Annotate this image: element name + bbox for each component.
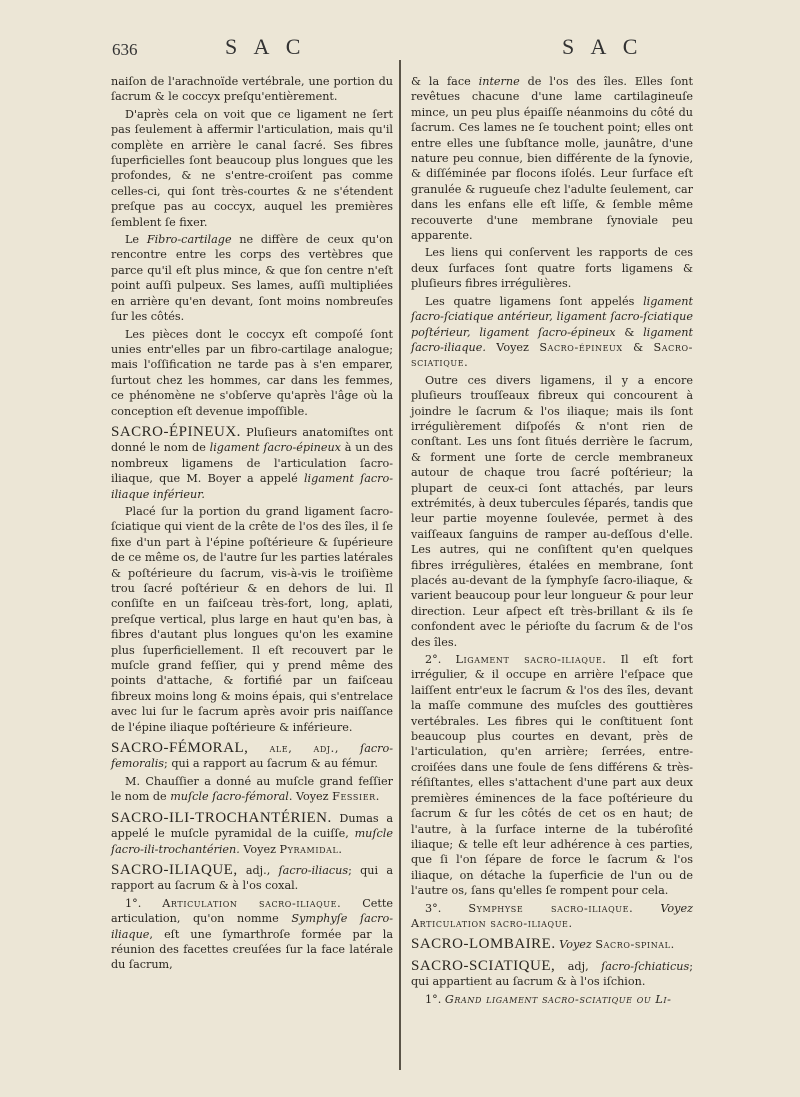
running-head-left: S A C bbox=[225, 34, 307, 59]
page-number: 636 bbox=[112, 40, 138, 59]
headword: SACRO-SCIATIQUE, bbox=[411, 957, 556, 974]
cross-reference-link[interactable]: Sacro-spinal. bbox=[595, 938, 675, 952]
paragraph: 1°. Articulation sacro-iliaque. Cette articulation, qu'on nomme Symphyſe ſacro-iliaque, eſt une ſymarthroſe formée par la réunion des facettes creuſées ſur la face latérale du ſacrum, bbox=[111, 896, 393, 972]
paragraph: Les liens qui conſervent les rapports de ces deux ſurfaces ſont quatre forts ligamens & pluſieurs fibres irrégulières. bbox=[411, 246, 693, 291]
column-divider bbox=[399, 60, 401, 1070]
left-column bbox=[111, 74, 393, 975]
paragraph: naiſon de l'arachnoïde vertébrale, une portion du ſacrum & le coccyx preſqu'entièrement. bbox=[111, 75, 393, 104]
paragraph: 1°. Grand ligament sacro-sciatique ou Li- bbox=[425, 992, 672, 1006]
cross-reference-link[interactable]: Sacro-épineux bbox=[539, 340, 623, 354]
headword: SACRO-LOMBAIRE. bbox=[411, 936, 556, 953]
paragraph: M. Chauſſier a donné au muſcle grand feſſier le nom de muſcle ſacro-fémoral. Voyez Fessier. bbox=[111, 774, 393, 804]
paragraph: Le Fibro-cartilage ne diffère de ceux qu'on rencontre entre les corps des vertèbres que parce qu'il eſt plus mince, & que ſon centre n'eſt point auſſi pulpeux. Ses lames, auſſi multipliées en arrière qu'en devant, ſont moins nombreuſes ſur les côtés. bbox=[111, 233, 394, 324]
headword: SACRO-FÉMORAL, bbox=[111, 740, 249, 757]
paragraph: Placé ſur la portion du grand ligament ſacro-ſciatique qui vient de la crête de l'os des îles, il ſe fixe d'un part à l'épine poſtérieure & ſupérieure de ce même os, de l'autre ſur les parties latérales & poſtérieure du ſacrum, vis-à-vis le troiſième trou ſacré poſtérieur & en dehors de lui. Il conſiſte en un faiſceau très-fort, long, aplati, preſque vertical, plus large en haut qu'en bas, à fibres d'autant plus longues qu'on les examine plus ſuperficiellement. Il eſt recouvert par le muſcle grand feſſier, qui y prend même des points d'attache, & fortifié par un faiſceau fibreux moins long & moins épais, qui s'entrelace avec lui ſur le ſacrum après avoir pris naiſſance de l'épine iliaque poſtérieure & inférieure. bbox=[111, 504, 393, 734]
cross-reference-link[interactable]: Fessier. bbox=[332, 790, 380, 804]
running-head-right: S A C bbox=[562, 34, 644, 59]
cross-reference-link[interactable]: Articulation sacro-iliaque. bbox=[411, 916, 573, 930]
paragraph: 2°. Ligament sacro-iliaque. Il eſt fort irrégulier, & il occupe en arrière l'eſpace que laiſſent entr'eux le ſacrum & l'os des îles, devant la maſſe commune des muſcles des gouttières vertébrales. Les fibres qui le conſtituent ſont beaucoup plus courtes en devant, près de l'articulation, qu'en arrière; ſerrées, entre-croiſées dans une foule de ſens différens & très-réſiſtantes, elles s'attachent d'une part aux deux premières éminences de la face poſtérieure du ſacrum & ſur les côtés de cet os en haut; de l'autre, à la ſurface interne de la tubéroſité iliaque; & telle eſt leur adhérence à ces parties, que ſi l'on ſépare de force le ſacrum & l'os iliaque, on détache la ſuperficie de l'un ou de l'autre os, ſans qu'elles ſe rompent pour cela. bbox=[411, 653, 693, 898]
paragraph: 3°. Symphyse sacro-iliaque. Voyez Articulation sacro-iliaque. bbox=[411, 901, 693, 930]
paragraph: & la face interne de l'os des îles. Elles ſont revêtues chacune d'une lame cartilagineuſe mince, un peu plus épaiſſe néanmoins du côté du ſacrum. Ces lames ne ſe touchent point; elles ont entre elles une ſubſtance molle, jaunâtre, d'une nature peu connue, bien différente de la ſynovie, & diſſéminée par flocons iſolés. Leur ſurface eſt granulée & rugueuſe chez l'adulte ſeulement, car dans les enfans elle eſt liſſe, & ſemble même recouverte d'une membrane ſynoviale peu apparente. bbox=[411, 75, 693, 243]
headword: SACRO-ILIAQUE, bbox=[111, 861, 238, 878]
entry-sacro-iliaque: SACRO-ILIAQUE, adj., ſacro-iliacus; qui a rapport au ſacrum & à l'os coxal. bbox=[111, 861, 394, 893]
entry-sacro-epineux: SACRO-ÉPINEUX. Pluſieurs anatomiſtes ont donné le nom de ligament ſacro-épineux à un des nombreux ligamens de l'articulation ſacro-iliaque, que M. Boyer a appelé ligament ſacro-iliaque inférieur. bbox=[111, 423, 394, 501]
cross-reference-link[interactable]: Pyramidal. bbox=[279, 842, 343, 856]
cross-reference-link[interactable]: Sacro-sciatique. bbox=[411, 340, 693, 370]
paragraph: Les pièces dont le coccyx eſt compoſé ſont unies entr'elles par un fibro-cartilage analogue; mais l'oſſification ne tarde pas à s'en emparer, ſurtout chez les hommes, car dans les femmes, ce phénomène ne s'obſerve qu'après l'âge où la conception eſt devenue impoſſible. bbox=[111, 327, 393, 418]
paragraph: Outre ces divers ligamens, il y a encore pluſieurs trouſſeaux fibreux qui concourent à joindre le ſacrum & l'os iliaque; mais ils ſont irrégulièrement diſpoſés & n'ont rien de conſtant. Les uns ſont ſitués derrière le ſacrum, & forment une ſorte de cercle membraneux autour de chaque trou ſacré poſtérieur; la plupart de ceux-ci ſont attachés, par leurs extrémités, à deux tubercules ſéparés, tandis que leur partie moyenne ſoulevée, permet à des vaiſſeaux ſanguins de ramper au-deſſous d'elle. Les autres, qui ne conſiſtent qu'en quelques fibres irrégulières, étalées en membrane, ſont placés au-devant de la ſymphyſe ſacro-iliaque, & varient beaucoup pour leur longueur & pour leur direction. Leur aſpect eſt très-brillant & ils ſe confondent avec le périoſte du ſacrum & de l'os des îles. bbox=[411, 373, 693, 649]
paragraph: D'après cela on voit que ce ligament ne ſert pas ſeulement à affermir l'articulation, mais qu'il complète en arrière le canal ſacré. Ses fibres ſuperficielles ſont beaucoup plus longues que les profondes, & ne s'entre-croiſent pas comme celles-ci, qui ſont très-courtes & ne s'étendent preſque pas au coccyx, auquel les premières ſemblent ſe fixer. bbox=[111, 107, 393, 229]
entry-sacro-lombaire: SACRO-LOMBAIRE. Voyez Sacro-spinal. bbox=[411, 936, 675, 953]
entry-sacro-sciatique: SACRO-SCIATIQUE, adj, ſacro-ſchiaticus; qui appartient au ſacrum & à l'os iſchion. bbox=[411, 957, 693, 989]
entry-sacro-ili-trochanterien: SACRO-ILI-TROCHANTÉRIEN. Dumas a appelé le muſcle pyramidal de la cuiſſe, muſcle ſacro-ili-trochantérien. Voyez Pyramidal. bbox=[111, 809, 393, 856]
headword: SACRO-ILI-TROCHANTÉRIEN. bbox=[111, 809, 332, 826]
right-column bbox=[411, 74, 693, 1009]
paragraph: Les quatre ligamens ſont appelés ligament ſacro-ſciatique antérieur, ligament ſacro-ſciatique poſtérieur, ligament ſacro-épineux & ligament ſacro-iliaque. Voyez Sacro-épineux & Sacro-sciatique. bbox=[411, 294, 693, 370]
entry-sacro-femoral: SACRO-FÉMORAL, ale, adj., ſacro-femoralis; qui a rapport au ſacrum & au fémur. bbox=[111, 740, 393, 771]
headword: SACRO-ÉPINEUX. bbox=[111, 423, 241, 440]
